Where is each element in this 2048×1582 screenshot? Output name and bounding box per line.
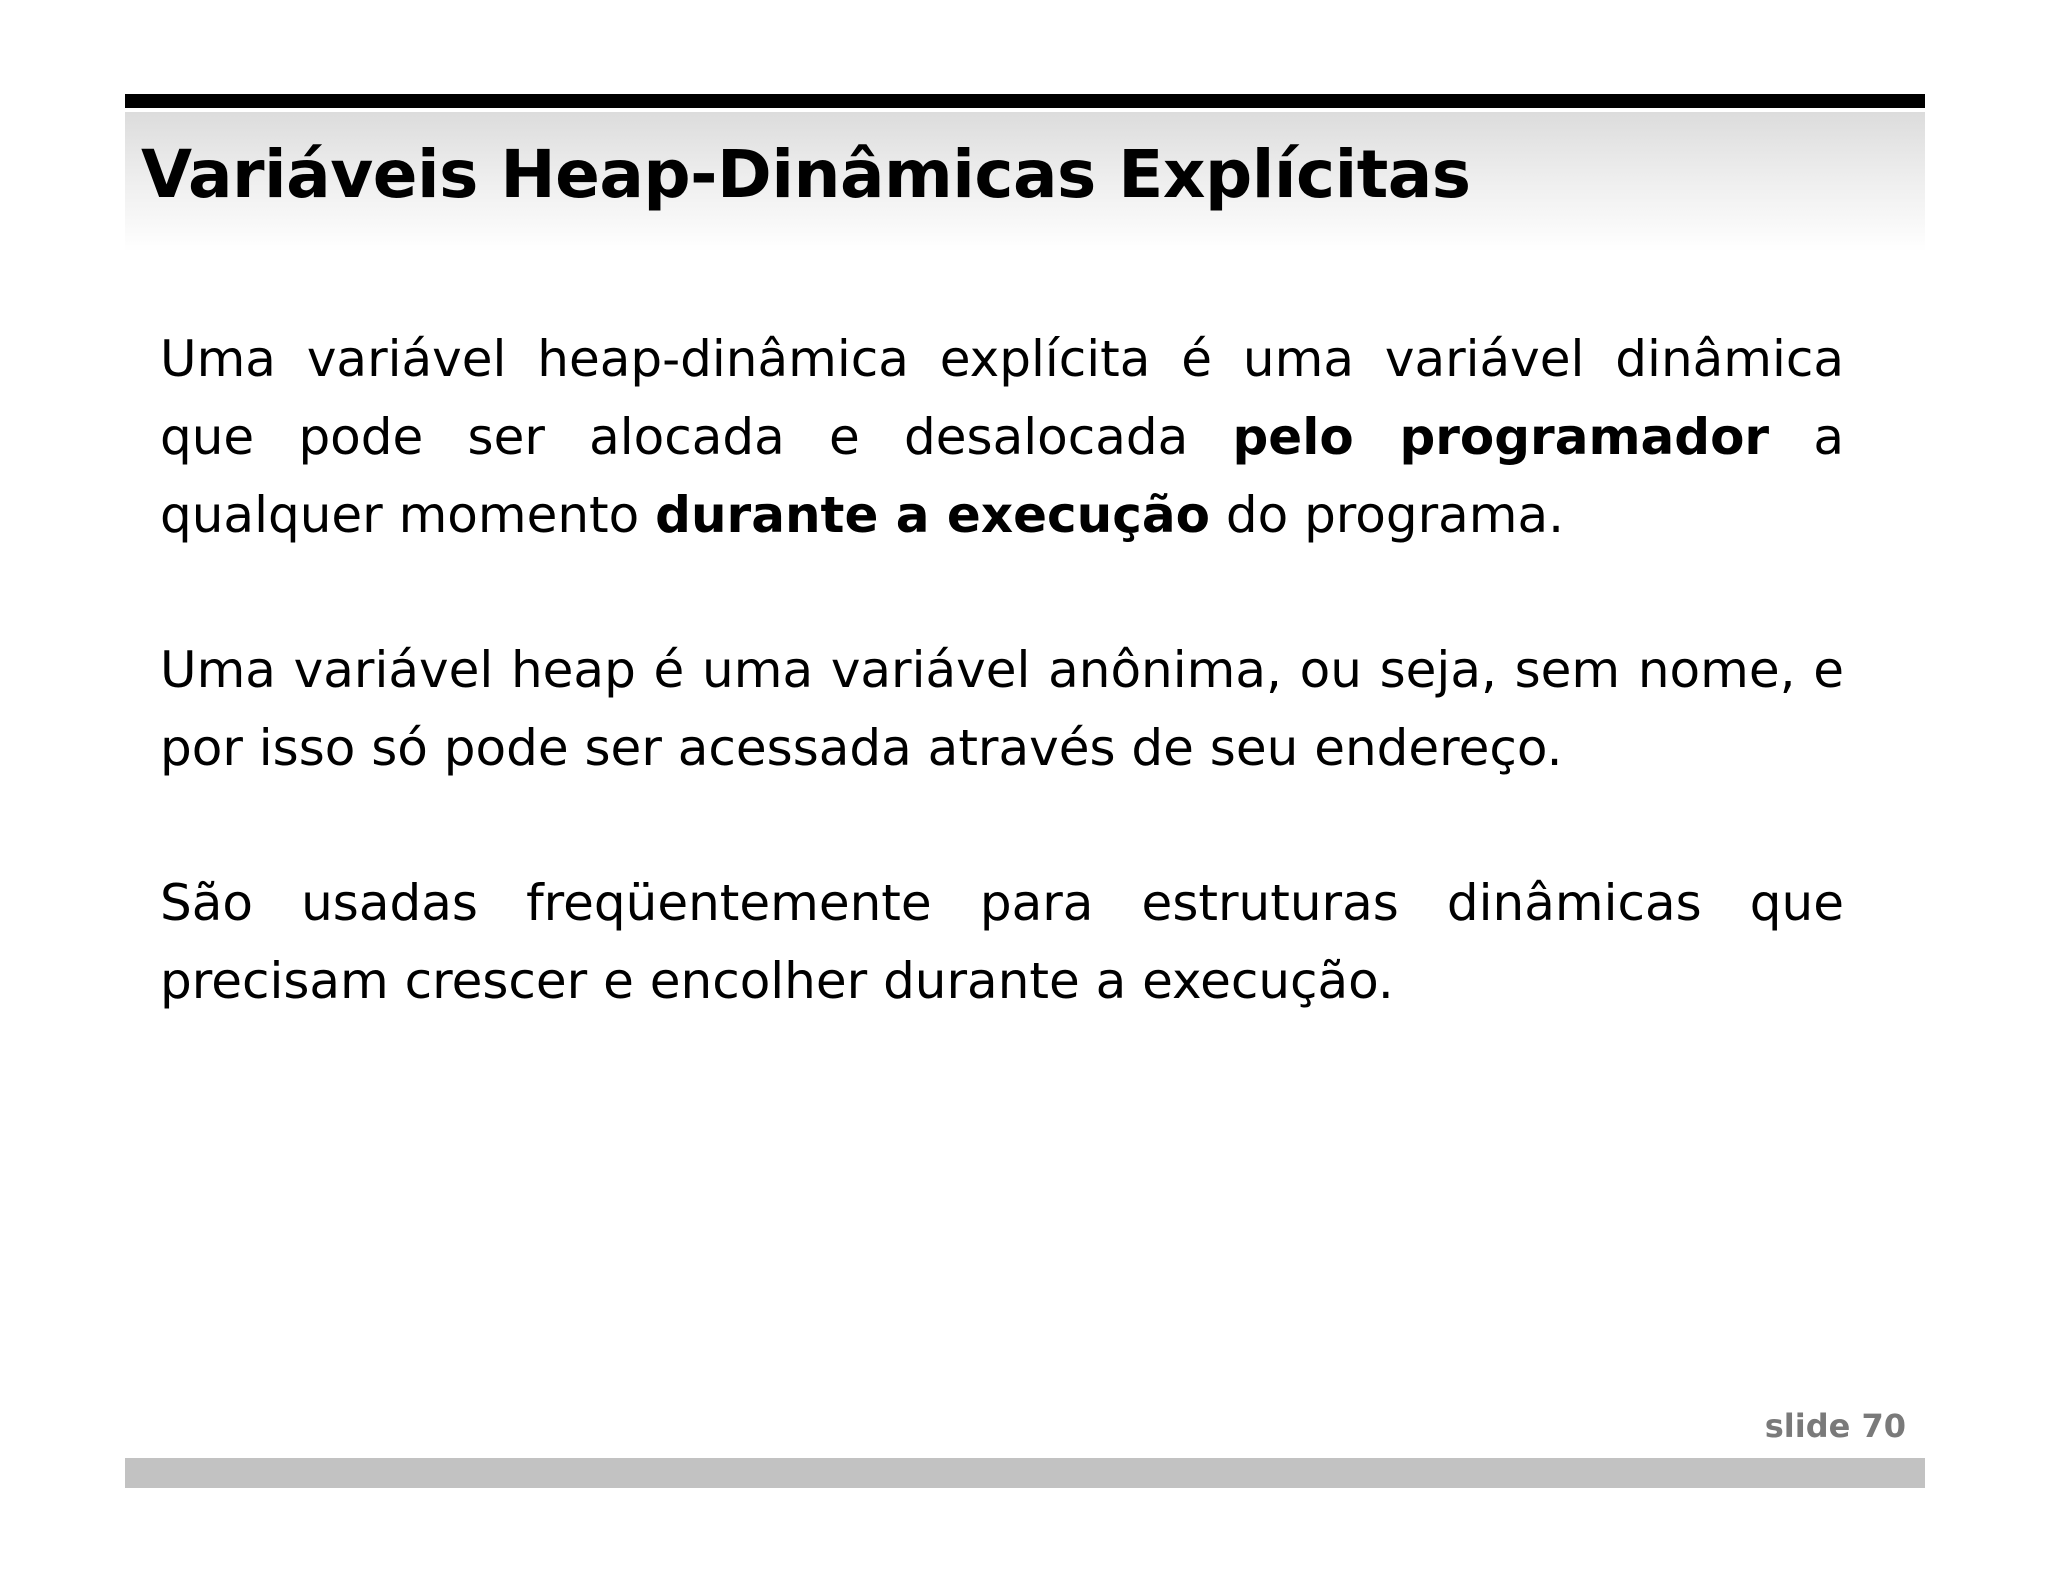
paragraph-3-text: São usadas freqüentemente para estruturas dinâmicas que precisam crescer e encolher durante a execução.: [160, 874, 1844, 1010]
slide-number: slide 70: [1764, 1407, 1906, 1445]
slide-body: [160, 320, 1844, 1097]
paragraph-1-text-1: Uma variável heap-dinâmica explícita é uma variável dinâmica que pode ser alocada e desalocada: [160, 330, 1844, 466]
bottom-bar: [125, 1458, 1925, 1488]
paragraph-1-text-3: do programa.: [1209, 486, 1565, 544]
paragraph-3: [160, 864, 1844, 1020]
paragraph-2-text: Uma variável heap é uma variável anônima, ou seja, sem nome, e por isso só pode ser acessada através de seu endereço.: [160, 641, 1844, 777]
paragraph-1: [160, 320, 1844, 554]
paragraph-1-text-2: a qualquer momento: [160, 408, 1844, 544]
slide-title: Variáveis Heap-Dinâmicas Explícitas: [141, 136, 1471, 213]
paragraph-1-bold-2: durante a execução: [655, 486, 1210, 544]
paragraph-2: [160, 631, 1844, 787]
paragraph-1-bold-1: pelo programador: [1232, 408, 1770, 466]
top-rule: [125, 94, 1925, 108]
